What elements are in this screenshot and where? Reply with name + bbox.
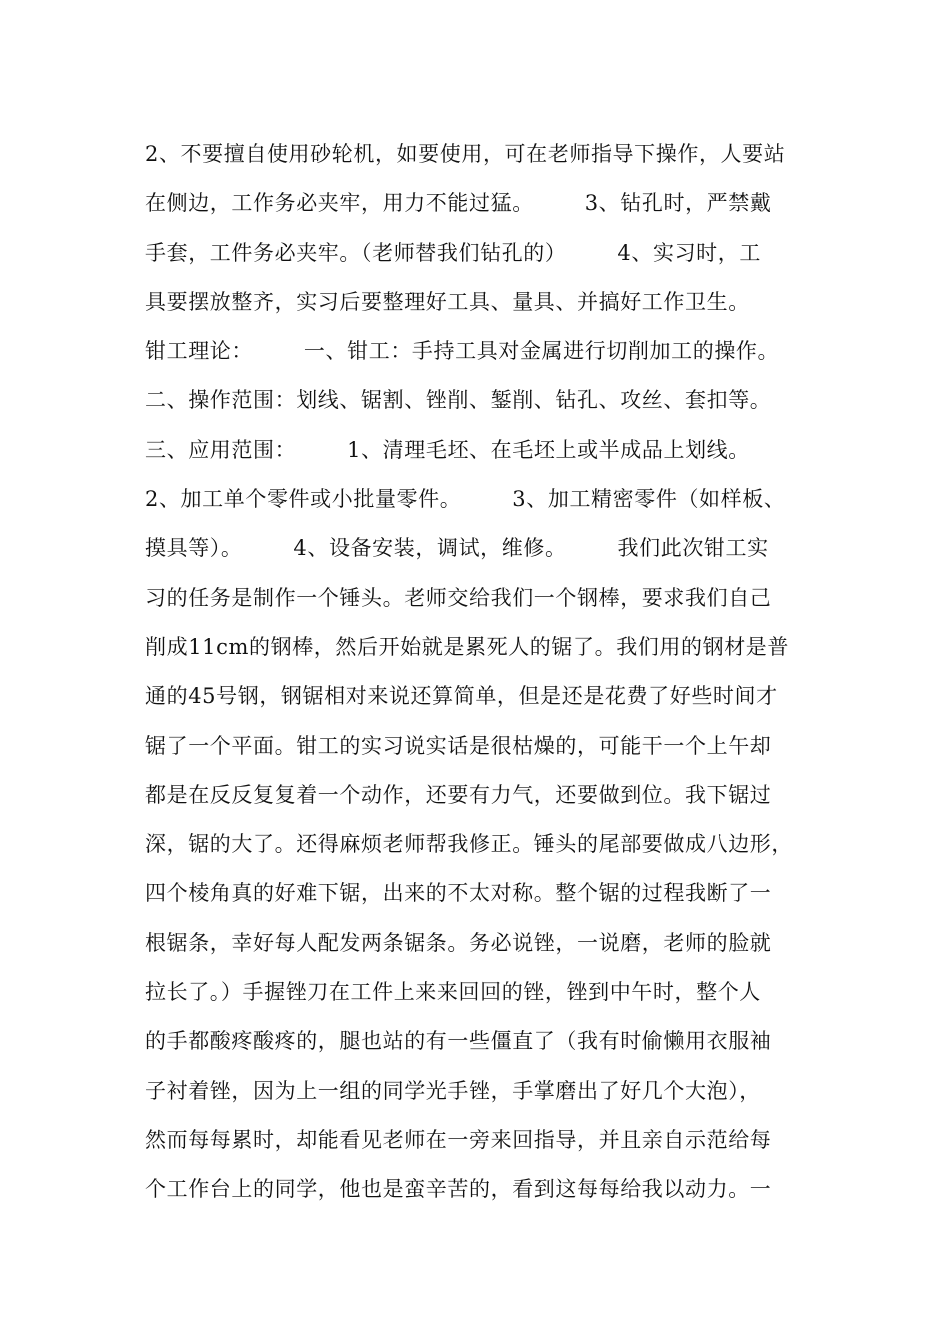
text-line: 2、加工单个零件或小批量零件。 3、加工精密零件（如样板、: [145, 487, 786, 512]
text-line: 三、应用范围： 1、清理毛坯、在毛坯上或半成品上划线。: [145, 437, 750, 462]
text-line: 2、不要擅自使用砂轮机，如要使用，可在老师指导下操作，人要站: [145, 142, 786, 166]
text-line: 二、操作范围：划线、锯割、锉削、錾削、钻孔、攻丝、套扣等。: [145, 388, 772, 413]
text-line: 根锯条，幸好每人配发两条锯条。务必说锉，一说磨，老师的脸就: [145, 930, 772, 955]
text-line: 摸具等）。 4、设备安装，调试，维修。 我们此次钳工实: [145, 536, 769, 561]
text-line: 子衬着锉，因为上一组的同学光手锉，手掌磨出了好几个大泡），: [145, 1078, 761, 1103]
text-line: 然而每每累时，却能看见老师在一旁来回指导，并且亲自示范给每: [145, 1127, 772, 1152]
text-line: 的手都酸疼酸疼的，腿也站的有一些僵直了（我有时偷懒用衣服袖: [145, 1029, 772, 1054]
text-line: 个工作台上的同学，他也是蛮辛苦的，看到这每每给我以动力。一: [145, 1177, 772, 1202]
body-text: [145, 130, 825, 1215]
text-line: 都是在反反复复着一个动作，还要有力气，还要做到位。我下锯过: [145, 782, 772, 807]
text-line: 拉长了。）手握锉刀在工件上来来回回的锉，锉到中午时，整个人: [145, 980, 761, 1005]
text-line: 钳工理论： 一、钳工：手持工具对金属进行切削加工的操作。: [145, 339, 780, 364]
text-line: 四个棱角真的好难下锯，出来的不太对称。整个锯的过程我断了一: [145, 881, 772, 906]
text-line: 锯了一个平面。钳工的实习说实话是很枯燥的，可能干一个上午却: [145, 733, 772, 758]
text-line: 通的45号钢，钢锯相对来说还算简单，但是还是花费了好些时间才: [145, 684, 778, 709]
text-line: 在侧边，工作务必夹牢，用力不能过猛。 3、钻孔时，严禁戴: [145, 191, 772, 216]
text-line: 具要摆放整齐，实习后要整理好工具、量具、并搞好工作卫生。: [145, 289, 750, 314]
text-line: 手套，工件务必夹牢。（老师替我们钻孔的） 4、实习时，工: [145, 240, 761, 265]
text-line: 削成11cm的钢棒，然后开始就是累死人的锯了。我们用的钢材是普: [145, 634, 789, 659]
text-line: 习的任务是制作一个锤头。老师交给我们一个钢棒，要求我们自己: [145, 585, 772, 610]
text-line: 深，锯的大了。还得麻烦老师帮我修正。锤头的尾部要做成八边形，: [145, 832, 793, 857]
